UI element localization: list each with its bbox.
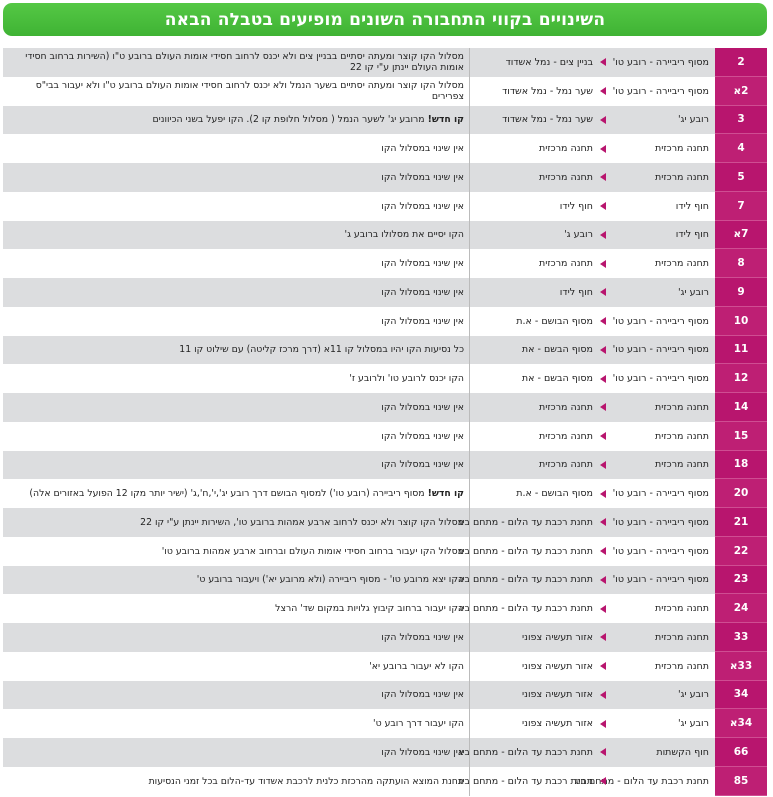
change-description — [3, 364, 470, 393]
table-row — [3, 134, 767, 163]
origin-station: תחנה מרכזית — [655, 459, 709, 471]
line-changes-table — [3, 48, 767, 796]
destination-station: תחנה מרכזית — [539, 459, 593, 471]
origin-station: מסוף ריביירה - רובע טו' — [612, 315, 709, 327]
arrow-left-icon — [600, 490, 606, 498]
table-row — [3, 681, 767, 710]
table-row — [3, 738, 767, 767]
line-number: 24 — [715, 594, 767, 623]
change-description — [3, 278, 470, 307]
table-row — [3, 163, 767, 192]
origin-station: מסוף ריביירה - רובע טו' — [612, 488, 709, 500]
description-text: אין שינוי במסלול הקו — [381, 430, 464, 442]
description-text-wrap — [381, 258, 464, 269]
arrow-left-icon — [600, 777, 606, 785]
destination-cell — [470, 77, 610, 106]
destination-cell — [470, 278, 610, 307]
destination-cell — [470, 709, 610, 738]
description-text-wrap — [381, 316, 464, 327]
change-description — [3, 134, 470, 163]
table-row — [3, 249, 767, 278]
line-number: 2 — [715, 48, 767, 77]
change-description — [3, 451, 470, 480]
arrow-left-icon — [600, 231, 606, 239]
arrow-left-icon — [600, 748, 606, 756]
line-number: 8 — [715, 249, 767, 278]
destination-station: רובע ג' — [564, 229, 593, 241]
description-text-wrap — [140, 517, 464, 528]
description-text: הקו יעבור ברחוב קיבוץ גלויות במקום שד' הרצל — [275, 603, 464, 615]
change-description — [3, 106, 470, 135]
destination-cell — [470, 249, 610, 278]
description-text: אין שינוי במסלול הקו — [381, 200, 464, 212]
page-header — [3, 3, 767, 36]
line-number: 23 — [715, 566, 767, 595]
change-description — [3, 767, 470, 796]
table-row — [3, 566, 767, 595]
description-text: אין שינוי במסלול הקו — [381, 286, 464, 298]
table-row — [3, 106, 767, 135]
arrow-left-icon — [600, 720, 606, 728]
line-number: 11 — [715, 336, 767, 365]
origin-station: תחנה מרכזית — [655, 171, 709, 183]
description-text: מסלול הקו קוצר ומעתה יסתיים בבניין צים ולא יכנס לרחוב חסידי אומות העולם ברובע ט"ו (השירות ברחוב חסידי אומות העולם יינתן ע"י קו 22 — [25, 51, 464, 74]
destination-station: תחנה מרכזית — [539, 430, 593, 442]
description-text: הקו יצא מרובע טו' - מסוף ריביירה (ולא מרובע יא') ויעבור ברובע ט' — [196, 574, 464, 586]
destination-cell — [470, 48, 610, 77]
table-row — [3, 767, 767, 796]
table-row — [3, 508, 767, 537]
line-number: 2א — [715, 77, 767, 106]
origin-station: תחנה מרכזית — [655, 143, 709, 155]
description-text-wrap — [369, 661, 464, 672]
change-description — [3, 307, 470, 336]
arrow-left-icon — [600, 317, 606, 325]
destination-cell — [470, 364, 610, 393]
description-text-wrap — [381, 201, 464, 212]
origin-station: תחנה מרכזית — [655, 430, 709, 442]
table-row — [3, 709, 767, 738]
destination-station: שער נמל - נמל אשדוד — [502, 114, 593, 126]
line-number: 3 — [715, 106, 767, 135]
arrow-left-icon — [600, 662, 606, 670]
description-text: אין שינוי במסלול הקו — [381, 746, 464, 758]
origin-station: רובע יג' — [677, 718, 709, 730]
arrow-left-icon — [600, 432, 606, 440]
description-text: אין שינוי במסלול הקו — [381, 631, 464, 643]
description-text: אין שינוי במסלול הקו — [381, 401, 464, 413]
destination-cell — [470, 336, 610, 365]
change-description — [3, 566, 470, 595]
origin-station: תחנת רכבת עד הלום - מתחם ביג — [574, 775, 709, 787]
change-description — [3, 221, 470, 250]
change-description — [3, 249, 470, 278]
new-line-label: קו חדש! — [427, 114, 464, 126]
destination-cell — [458, 537, 610, 566]
description-text: מסלול הקו יעבור ברחוב חסידי אומות העולם וברחוב ארבע אמהות ברובע טו' — [161, 545, 464, 557]
description-text-wrap — [7, 80, 464, 102]
description-text-wrap — [381, 747, 464, 758]
destination-cell — [470, 163, 610, 192]
description-text-wrap — [162, 546, 464, 557]
description-text: תחנת המוצא הועתקה מהרכזת כלנית לרכבת אשדוד עד-הלום בכל זמני הנסיעות — [148, 775, 464, 787]
line-number: 4 — [715, 134, 767, 163]
arrow-left-icon — [600, 633, 606, 641]
change-description — [3, 479, 470, 508]
description-text-wrap — [381, 431, 464, 442]
description-text-wrap — [381, 172, 464, 183]
line-number: 34 — [715, 681, 767, 710]
description-text: אין שינוי במסלול הקו — [381, 143, 464, 155]
table-row — [3, 479, 767, 508]
origin-station: תחנה מרכזית — [655, 631, 709, 643]
destination-station: אזור תעשיה צפוני — [522, 660, 593, 672]
destination-station: תחנה מרכזית — [539, 401, 593, 413]
line-number: 9 — [715, 278, 767, 307]
arrow-left-icon — [600, 518, 606, 526]
origin-station: מסוף ריביירה - רובע טו' — [612, 373, 709, 385]
destination-station: אזור תעשיה צפוני — [522, 718, 593, 730]
description-text: כל נסיעות הקו יהיו במסלול קו 11א (דרך מרכז קליטה) עם שילוט קו 11 — [179, 344, 464, 356]
line-number: 7א — [715, 221, 767, 250]
change-description — [3, 681, 470, 710]
origin-station: מסוף ריביירה - רובע טו' — [612, 574, 709, 586]
line-number: 20 — [715, 479, 767, 508]
change-description — [3, 336, 470, 365]
table-row — [3, 652, 767, 681]
destination-station: אזור תעשיה צפוני — [522, 631, 593, 643]
change-description — [3, 709, 470, 738]
destination-station: מסוף הבשם - את — [521, 344, 593, 356]
arrow-left-icon — [600, 116, 606, 124]
table-row — [3, 336, 767, 365]
description-text: אין שינוי במסלול הקו — [381, 459, 464, 471]
table-row — [3, 364, 767, 393]
line-number: 85 — [715, 767, 767, 796]
destination-cell — [470, 221, 610, 250]
description-text: אין שינוי במסלול הקו — [381, 315, 464, 327]
description-text-wrap — [381, 632, 464, 643]
change-description — [3, 77, 470, 106]
destination-station: מסוף הבושם - א.ת — [516, 488, 593, 500]
change-description — [3, 623, 470, 652]
line-number: 34א — [715, 709, 767, 738]
origin-station: חוף לידו — [675, 200, 709, 212]
table-row — [3, 422, 767, 451]
origin-station: מסוף ריביירה - רובע טו' — [612, 85, 709, 97]
arrow-left-icon — [600, 173, 606, 181]
description-text-wrap — [179, 344, 464, 355]
line-number: 33 — [715, 623, 767, 652]
destination-station: תחנת רכבת עד הלום - מתחם ביג — [458, 746, 593, 758]
description-text-wrap — [29, 488, 464, 499]
description-text: הקו לא יעבור ברובע יא' — [369, 660, 464, 672]
table-row — [3, 393, 767, 422]
origin-station: מסוף ריביירה - רובע טו' — [612, 56, 709, 68]
line-number: 66 — [715, 738, 767, 767]
description-text-wrap — [381, 689, 464, 700]
arrow-left-icon — [600, 576, 606, 584]
description-text-wrap — [381, 143, 464, 154]
change-description — [3, 738, 470, 767]
origin-station: מסוף ריביירה - רובע טו' — [612, 545, 709, 557]
change-description — [3, 48, 470, 77]
description-text-wrap — [373, 718, 464, 729]
table-row — [3, 307, 767, 336]
arrow-left-icon — [600, 375, 606, 383]
origin-station: רובע יג' — [677, 286, 709, 298]
description-text: אין שינוי במסלול הקו — [381, 171, 464, 183]
table-row — [3, 278, 767, 307]
description-text-wrap — [349, 373, 464, 384]
origin-station: רובע יג' — [677, 689, 709, 701]
origin-station: רובע יג' — [677, 114, 709, 126]
description-text-wrap — [381, 287, 464, 298]
line-number: 21 — [715, 508, 767, 537]
arrow-left-icon — [600, 605, 606, 613]
origin-station: חוף הקשתות — [656, 746, 709, 758]
page-title: השינויים בקווי התחבורה השונים מופיעים בטבלה הבאה — [164, 9, 606, 30]
destination-cell — [458, 738, 610, 767]
origin-station: תחנה מרכזית — [655, 401, 709, 413]
destination-cell — [470, 106, 610, 135]
description-text: מסוף ריביירה (רובע טו') למסוף הבושם דרך רובע יג',י',ח',ג' (ישיר יותר מקו 12 הפועל באזורים אלה) — [29, 488, 428, 500]
arrow-left-icon — [600, 346, 606, 354]
arrow-left-icon — [600, 403, 606, 411]
arrow-left-icon — [600, 58, 606, 66]
line-number: 33א — [715, 652, 767, 681]
destination-station: תחנת רכבת עד הלום - מתחם ביג — [458, 603, 593, 615]
origin-station: מסוף ריביירה - רובע טו' — [612, 516, 709, 528]
table-row — [3, 48, 767, 77]
description-text-wrap — [7, 51, 464, 73]
description-text-wrap — [345, 229, 464, 240]
line-number: 15 — [715, 422, 767, 451]
origin-station: חוף לידו — [675, 229, 709, 241]
destination-station: תחנה מרכזית — [539, 143, 593, 155]
arrow-left-icon — [600, 547, 606, 555]
change-description — [3, 508, 470, 537]
destination-cell — [470, 192, 610, 221]
table-row — [3, 221, 767, 250]
origin-station: תחנה מרכזית — [655, 603, 709, 615]
change-description — [3, 192, 470, 221]
change-description — [3, 537, 470, 566]
arrow-left-icon — [600, 691, 606, 699]
destination-station: תחנת רכבת עד הלום - מתחם ביג — [458, 574, 593, 586]
change-description — [3, 652, 470, 681]
destination-cell — [458, 508, 610, 537]
description-text: הקו יסיים את מסלולו ברובע ג' — [344, 229, 464, 241]
destination-station: חוף לידו — [559, 286, 593, 298]
description-text: מסלול הקו קוצר ולא יכנס לרחוב ארבע אמהות ברובע טו', השירות יינתן ע"י קו 22 — [140, 516, 464, 528]
description-text: הקו יכנס לרובע טו' ולרובע ז' — [349, 373, 464, 385]
destination-station: תחנה מרכזית — [539, 258, 593, 270]
destination-cell — [470, 623, 610, 652]
description-text-wrap — [381, 402, 464, 413]
destination-station: בניין צים - נמל אשדוד — [505, 56, 593, 68]
table-row — [3, 623, 767, 652]
destination-cell — [470, 451, 610, 480]
destination-station: מסוף הבושם - א.ת — [516, 315, 593, 327]
destination-station: מסוף הבשם - את — [521, 373, 593, 385]
destination-cell — [458, 566, 610, 595]
table-row — [3, 192, 767, 221]
destination-station: תחנת רכבת עד הלום - מתחם ביג — [458, 545, 593, 557]
destination-cell — [470, 134, 610, 163]
table-row — [3, 451, 767, 480]
description-text: מרובע יג' לשער הנמל ( מסלול חלופת קו 2). הקו יפעל בשני הכיוונים — [152, 114, 428, 126]
arrow-left-icon — [600, 260, 606, 268]
arrow-left-icon — [600, 461, 606, 469]
destination-cell — [458, 594, 610, 623]
destination-cell — [470, 393, 610, 422]
description-text: אין שינוי במסלול הקו — [381, 689, 464, 701]
destination-station: תחנת רכבת עד הלום - מתחם ביג — [458, 516, 593, 528]
origin-station: תחנה מרכזית — [655, 258, 709, 270]
destination-cell — [470, 479, 610, 508]
destination-cell — [470, 652, 610, 681]
destination-cell — [470, 422, 610, 451]
line-number: 10 — [715, 307, 767, 336]
change-description — [3, 422, 470, 451]
destination-station: שער נמל - נמל אשדוד — [502, 85, 593, 97]
destination-station: תחנת רכבת עד הלום - מתחם ביג — [458, 775, 593, 787]
description-text-wrap — [152, 114, 464, 125]
destination-station: חוף לידו — [559, 200, 593, 212]
line-number: 14 — [715, 393, 767, 422]
arrow-left-icon — [600, 202, 606, 210]
line-number: 5 — [715, 163, 767, 192]
destination-station: תחנה מרכזית — [539, 171, 593, 183]
destination-cell — [470, 307, 610, 336]
new-line-label: קו חדש! — [427, 488, 464, 500]
arrow-left-icon — [600, 87, 606, 95]
table-row — [3, 594, 767, 623]
destination-cell — [470, 681, 610, 710]
arrow-left-icon — [600, 288, 606, 296]
origin-station: מסוף ריביירה - רובע טו' — [612, 344, 709, 356]
description-text-wrap — [275, 603, 464, 614]
table-row — [3, 537, 767, 566]
line-number: 18 — [715, 451, 767, 480]
destination-cell — [458, 767, 610, 796]
description-text-wrap — [149, 776, 464, 787]
description-text-wrap — [197, 574, 464, 585]
destination-station: אזור תעשיה צפוני — [522, 689, 593, 701]
change-description — [3, 393, 470, 422]
line-number: 7 — [715, 192, 767, 221]
arrow-left-icon — [600, 145, 606, 153]
description-text: אין שינוי במסלול הקו — [381, 258, 464, 270]
change-description — [3, 594, 470, 623]
origin-station: תחנה מרכזית — [655, 660, 709, 672]
line-number: 22 — [715, 537, 767, 566]
description-text: הקו יעבור דרך רובע ט' — [373, 718, 464, 730]
table-row — [3, 77, 767, 106]
description-text: מסלול הקו קוצר ומעתה יסתיים בשער הנמל ולא יכנס לרחוב חסידי אומות העולם ברובע ט"ו ולא יעבור בבי"ס צפרירים — [35, 80, 464, 103]
change-description — [3, 163, 470, 192]
description-text-wrap — [381, 459, 464, 470]
line-number: 12 — [715, 364, 767, 393]
